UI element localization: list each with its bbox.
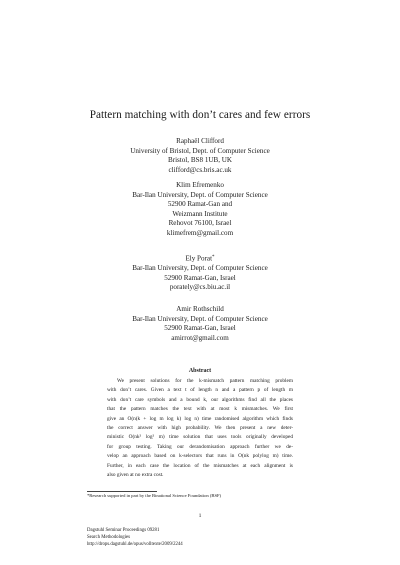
abstract-line: ministic O(nk² log² m) time solution that uses tools originally developed [107, 434, 293, 441]
paper-title: Pattern matching with don’t cares and few errors [89, 109, 311, 121]
author-email: porately@cs.biu.ac.il [169, 283, 231, 292]
abstract-line: that the pattern matches the text with at most k mismatches. We first [107, 406, 293, 413]
author-name-line [0, 253, 400, 264]
author-name: Amir Rothschild [176, 305, 224, 313]
abstract-line: We present solutions for the k-mismatch pattern matching problem [117, 378, 293, 384]
abstract-line: Further, in each case the location of the mismatches at each alignment is [107, 462, 293, 469]
author-address: 52900 Ramat-Gan, Israel [164, 273, 236, 282]
footnote-divider [87, 491, 157, 492]
abstract-line: with don’t care symbols and a bound k, our algorithms find all the places [107, 396, 293, 403]
footnote: *Research supported in part by the Binational Science Foundation (BSF) [87, 493, 222, 498]
author-address: 52900 Ramat-Gan, Israel [164, 324, 236, 333]
author-address: Bristol, BS8 1UB, UK [167, 156, 233, 165]
abstract-line: the correct answer with high probability. We then present a new deter- [107, 425, 293, 432]
proceedings-url: http://drops.dagstuhl.de/opus/volltexte/2009/2244 [87, 541, 183, 547]
author-name: Raphaël Clifford [176, 137, 224, 145]
proceedings-topic: Search Methodologies [87, 534, 131, 540]
author-email: clifford@cs.bris.ac.uk [168, 165, 232, 174]
author-email: klimefrem@gmail.com [166, 228, 234, 237]
abstract-line: for group testing. Taking our derandomisation approach further we de- [107, 443, 293, 450]
abstract-heading: Abstract [188, 368, 212, 374]
abstract-line: give an O(n(k + log m log k) log n) time randomised algorithm which finds [107, 415, 293, 422]
author-name: Klim Efremenko [176, 181, 224, 189]
author-email: amirrot@gmail.com [171, 333, 229, 342]
author-affiliation: University of Bristol, Dept. of Computer Science [130, 146, 270, 155]
abstract-body [107, 377, 293, 480]
author-block-porat [0, 253, 400, 293]
author-block-clifford [0, 137, 400, 175]
author-affiliation: Bar-Ilan University, Dept. of Computer Science [132, 264, 268, 273]
abstract-line-last: also given at no extra cost. [107, 472, 164, 479]
abstract-line: with don’t cares. Given a text t of length n and a pattern p of length m [107, 387, 293, 394]
author-block-efremenko [0, 181, 400, 239]
author-block-rothschild [0, 305, 400, 343]
page-number: 1 [198, 513, 202, 519]
footnote-marker: * [212, 255, 215, 260]
author-affiliation-2: Weizmann Institute [172, 209, 228, 218]
author-name: Ely Porat [185, 254, 213, 263]
author-address: 52900 Ramat-Gan and [167, 200, 233, 209]
proceedings-name: Dagstuhl Seminar Proceedings 09281 [87, 528, 160, 533]
abstract-line: velop an approach based on k-selectors that runs in O(nk polylog m) time. [107, 453, 293, 460]
author-address-2: Rehovot 76100, Israel [168, 219, 232, 228]
proceedings-info [87, 528, 183, 549]
author-affiliation: Bar-Ilan University, Dept. of Computer Science [132, 314, 268, 323]
author-affiliation: Bar-Ilan University, Dept. of Computer Science [132, 190, 268, 199]
